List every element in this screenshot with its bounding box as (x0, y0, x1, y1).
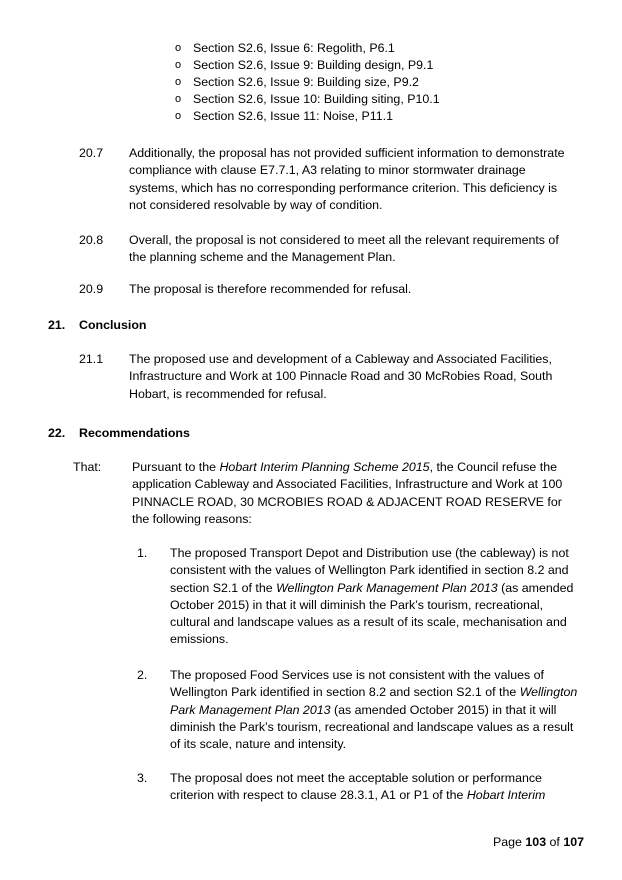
reason-number: 1. (137, 546, 148, 560)
text-line: compliance with clause E7.7.1, A3 relating to minor stormwater drainage (129, 163, 526, 178)
that-label: That: (73, 460, 102, 474)
text-line: Infrastructure and Work at 100 Pinnacle Road and 30 McRobies Road, South (129, 369, 553, 384)
text-line: The proposed Transport Depot and Distribution use (the cableway) is not (170, 546, 569, 560)
paragraph-number: 21.1 (79, 352, 104, 366)
text-line: The proposed use and development of a Cableway and Associated Facilities, (129, 352, 552, 366)
text-line: October 2015) in that it will diminish the Park’s tourism, recreational, (170, 597, 544, 612)
text-line: PINNACLE ROAD, 30 MCROBIES ROAD & ADJACENT ROAD RESERVE for (132, 494, 562, 509)
paragraph-text (129, 351, 552, 403)
text-line: not considered resolvable by way of condition. (129, 197, 383, 212)
text-line: The proposal is therefore recommended for refusal. (129, 282, 412, 296)
text-line: cultural and landscape values as a result of its scale, mechanisation and (170, 615, 567, 630)
section-title: Recommendations (79, 426, 190, 440)
text-line: The proposed Food Services use is not consistent with the values of (170, 668, 544, 682)
bullet-text: Section S2.6, Issue 11: Noise, P11.1 (193, 109, 393, 123)
paragraph-text (129, 145, 565, 214)
paragraph-number: 20.7 (79, 146, 104, 160)
reason-number: 2. (137, 668, 148, 682)
text-line: Pursuant to the Hobart Interim Planning Scheme 2015, the Council refuse the (132, 460, 557, 474)
reason-number: 3. (137, 771, 148, 785)
text-line: diminish the Park’s tourism, recreational and landscape values as a result (170, 719, 574, 734)
paragraph-text (129, 232, 559, 267)
bullet-marker: o (175, 76, 182, 88)
bullet-marker: o (175, 59, 182, 71)
section-number: 22. (48, 426, 66, 440)
text-line: Wellington Park identified in section 8.2 and section S2.1 of the Wellington (170, 685, 578, 700)
bullet-marker: o (175, 42, 182, 54)
reason-text (170, 770, 545, 805)
text-line: Park Management Plan 2013 (as amended October 2015) in that it will (170, 702, 557, 717)
text-line: emissions. (170, 632, 229, 647)
reason-text (170, 545, 573, 649)
bullet-text: Section S2.6, Issue 10: Building siting, P10.1 (193, 92, 440, 106)
text-line: the planning scheme and the Management Plan. (129, 250, 396, 265)
text-line: criterion with respect to clause 28.3.1, A1 or P1 of the Hobart Interim (170, 788, 546, 803)
text-line: Hobart, is recommended for refusal. (129, 386, 327, 401)
page-number: Page 103 of 107 (493, 835, 584, 849)
bullet-text: Section S2.6, Issue 9: Building size, P9.2 (193, 75, 419, 89)
bullet-marker: o (175, 93, 182, 105)
bullet-text: Section S2.6, Issue 6: Regolith, P6.1 (193, 41, 395, 55)
bullet-text: Section S2.6, Issue 9: Building design, P9.1 (193, 58, 434, 72)
section-number: 21. (48, 318, 66, 332)
text-line: the following reasons: (132, 511, 252, 526)
paragraph-number: 20.8 (79, 233, 104, 247)
text-line: Additionally, the proposal has not provided sufficient information to demonstrate (129, 146, 565, 160)
text-line: consistent with the values of Wellington Park identified in section 8.2 and (170, 563, 569, 578)
text-line: The proposal does not meet the acceptable solution or performance (170, 771, 542, 785)
text-line: application Cableway and Associated Facilities, Infrastructure and Work at 100 (132, 477, 563, 492)
text-line: systems, which has no corresponding performance criterion. This deficiency is (129, 180, 558, 195)
bullet-marker: o (175, 110, 182, 122)
text-line: of its scale, nature and intensity. (170, 737, 347, 752)
preamble-text (132, 459, 562, 528)
paragraph-text (129, 281, 411, 298)
text-line: Overall, the proposal is not considered to meet all the relevant requirements of (129, 233, 559, 247)
section-title: Conclusion (79, 318, 147, 332)
reason-text (170, 667, 577, 753)
text-line: section S2.1 of the Wellington Park Management Plan 2013 (as amended (170, 580, 574, 595)
paragraph-number: 20.9 (79, 282, 104, 296)
